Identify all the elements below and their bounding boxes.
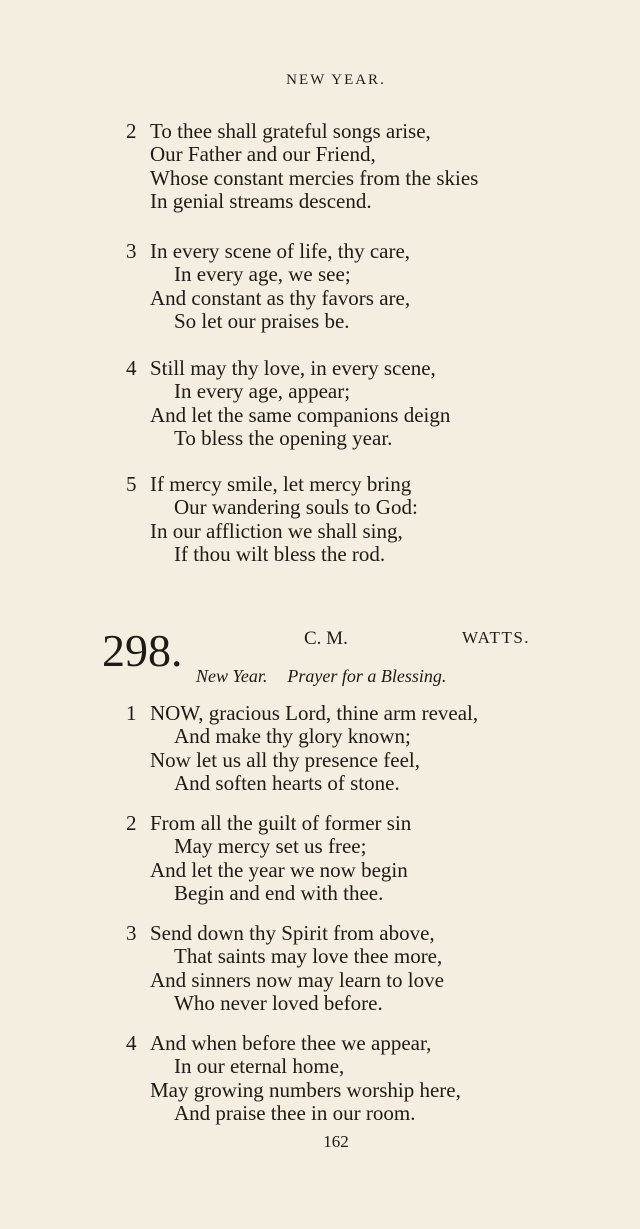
- stanza-line: May mercy set us free;: [174, 834, 367, 859]
- stanza-line: Begin and end with thee.: [174, 880, 384, 905]
- stanza: [126, 357, 566, 450]
- stanza-line: 2 To thee shall grateful songs arise,: [126, 119, 431, 143]
- stanza-line: 3 Send down thy Spirit from above,: [126, 921, 435, 945]
- stanza-line: In genial streams descend.: [150, 188, 372, 213]
- stanza: [126, 240, 566, 333]
- stanza-line: Whose constant mercies from the skies: [150, 165, 479, 190]
- stanza-line: If thou wilt bless the rod.: [174, 541, 386, 566]
- stanza-number: 4: [126, 356, 137, 380]
- hymn-subtitle: [196, 666, 446, 687]
- hymn-number: 298.: [102, 625, 183, 676]
- stanza-line: That saints may love thee more,: [174, 944, 443, 969]
- stanza-line: In every age, appear;: [174, 379, 351, 404]
- stanza-line: Our Father and our Friend,: [150, 142, 376, 167]
- stanza-line: Now let us all thy presence feel,: [150, 747, 420, 772]
- hymn-topic: New Year.: [196, 666, 268, 686]
- stanza-line: 5 If mercy smile, let mercy bring: [126, 472, 412, 496]
- stanza: [126, 473, 566, 566]
- stanza-line: Our wandering souls to God:: [174, 495, 418, 520]
- stanza-number: 3: [126, 239, 137, 263]
- stanza-number: 4: [126, 1031, 137, 1055]
- stanza-line: Who never loved before.: [174, 990, 383, 1015]
- stanza-number: 2: [126, 811, 137, 835]
- stanza-line: And make thy glory known;: [174, 724, 411, 749]
- stanza-line: May growing numbers worship here,: [150, 1077, 461, 1102]
- stanza-line: In our affliction we shall sing,: [150, 518, 403, 543]
- running-head: NEW YEAR.: [286, 72, 386, 88]
- stanza-line: And let the same companions deign: [150, 402, 451, 427]
- stanza: [126, 922, 566, 1015]
- stanza-number: 2: [126, 119, 137, 143]
- stanza-line: And sinners now may learn to love: [150, 967, 444, 992]
- hymn-meter: C. M.: [304, 628, 348, 649]
- hymn-author: WATTS.: [462, 628, 531, 647]
- stanza: [126, 120, 566, 213]
- stanza-number: 3: [126, 921, 137, 945]
- stanza-line: 3 In every scene of life, thy care,: [126, 239, 411, 263]
- stanza-line: In every age, we see;: [174, 262, 351, 287]
- stanza: [126, 702, 566, 795]
- stanza-line: 4 And when before thee we appear,: [126, 1031, 432, 1055]
- stanza-line: In our eternal home,: [174, 1054, 345, 1079]
- stanza-number: 1: [126, 701, 137, 725]
- stanza-line: 4 Still may thy love, in every scene,: [126, 356, 436, 380]
- stanza-line: To bless the opening year.: [174, 425, 393, 450]
- stanza-line: And constant as thy favors are,: [150, 285, 411, 310]
- stanza-number: 5: [126, 472, 137, 496]
- stanza-line: And praise thee in our room.: [174, 1100, 416, 1125]
- stanza: [126, 1032, 566, 1125]
- stanza-line: And let the year we now begin: [150, 857, 408, 882]
- page-number: 162: [323, 1132, 349, 1151]
- stanza-line: 2 From all the guilt of former sin: [126, 811, 412, 835]
- stanza-line: 1 NOW, gracious Lord, thine arm reveal,: [126, 701, 479, 725]
- stanza-line: So let our praises be.: [174, 308, 350, 333]
- stanza: [126, 812, 566, 905]
- hymn-title: Prayer for a Blessing.: [287, 666, 447, 686]
- stanza-line: And soften hearts of stone.: [174, 770, 400, 795]
